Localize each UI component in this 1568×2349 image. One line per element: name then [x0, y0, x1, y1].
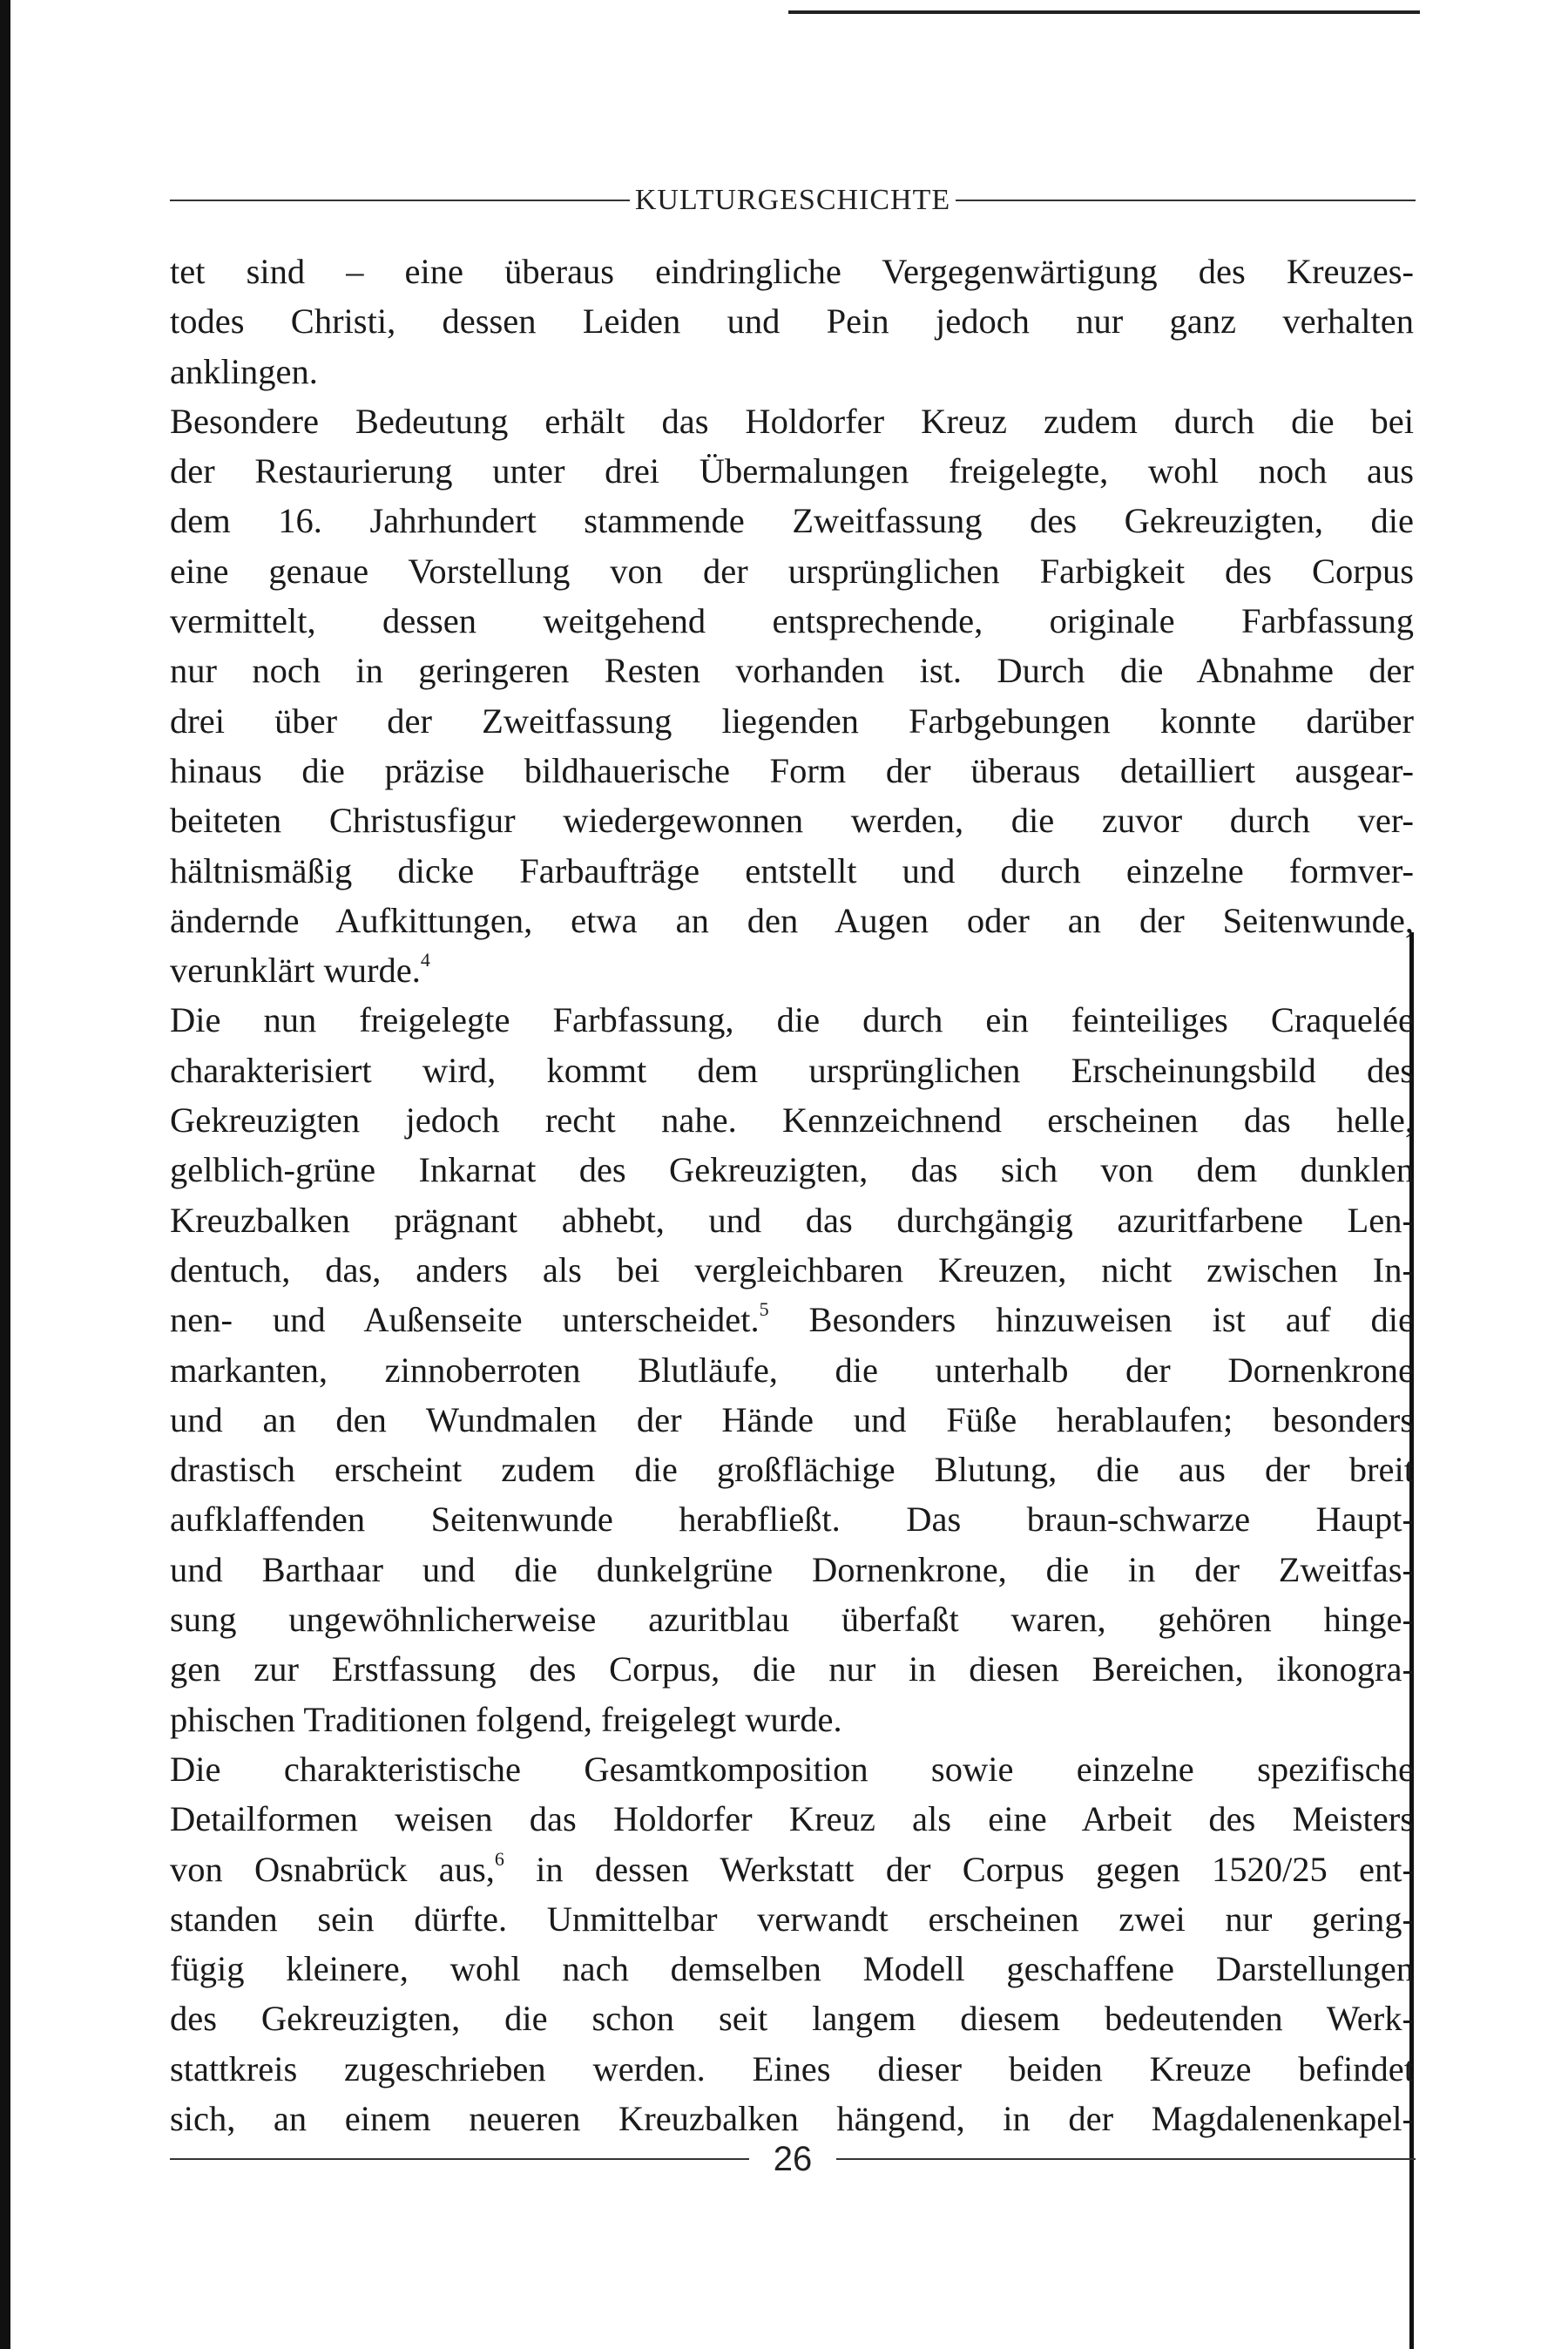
text-line-content: verunklärt wurde. [170, 951, 421, 991]
text-line-content: Kreuzbalken prägnant abhebt, und das durchgängig azuritfarbene Len- [170, 1200, 1414, 1240]
text-line-content: vermittelt, dessen weitgehend entsprechende, originale Farbfassung [170, 601, 1414, 641]
footer-rule-right [836, 2158, 1416, 2160]
scan-edge-left [0, 0, 10, 2349]
text-line [170, 1046, 1414, 1095]
text-line-content: sich, an einem neueren Kreuzbalken hängend, in der Magdalenenkapel- [170, 2098, 1414, 2138]
text-line [170, 1845, 1414, 1894]
text-line-content: tet sind – eine überaus eindringliche Vergegenwärtigung des Kreuzes- [170, 252, 1414, 291]
header-rule-right [956, 200, 1416, 201]
text-line-content: fügig kleinere, wohl nach demselben Modell geschaffene Darstellungen [170, 1949, 1414, 1989]
page-footer [170, 2133, 1416, 2185]
text-line [170, 1245, 1414, 1295]
text-line [170, 896, 1414, 945]
header-rule-left [170, 200, 630, 201]
text-line-content: ändernde Aufkittungen, etwa an den Augen oder an der Seitenwunde, [170, 900, 1414, 940]
text-line [170, 1445, 1414, 1494]
text-line-content: eine genaue Vorstellung von der ursprünglichen Farbigkeit des Corpus [170, 551, 1414, 591]
running-header [170, 183, 1416, 218]
text-line [170, 1994, 1414, 2043]
text-line [170, 1944, 1414, 1994]
text-line [170, 1894, 1414, 1944]
text-line-content: phischen Traditionen folgend, freigelegt wurde. [170, 1699, 842, 1739]
text-line [170, 746, 1414, 795]
text-line [170, 846, 1414, 896]
text-line [170, 1095, 1414, 1145]
text-line-content: Gekreuzigten jedoch recht nahe. Kennzeichnend erscheinen das helle, [170, 1100, 1414, 1141]
text-line [170, 1494, 1414, 1544]
text-line-content: nur noch in geringeren Resten vorhanden ist. Durch die Abnahme der [170, 651, 1414, 691]
text-line [170, 1794, 1414, 1844]
text-line-content: und an den Wundmalen der Hände und Füße herablaufen; besonders [170, 1399, 1414, 1439]
body-text [170, 247, 1414, 2143]
text-line-content: sung ungewöhnlicherweise azuritblau überfaßt waren, gehören hinge- [170, 1600, 1414, 1640]
text-line [170, 1295, 1414, 1344]
text-line [170, 1395, 1414, 1445]
text-line-content: stattkreis zugeschrieben werden. Eines dieser beiden Kreuze befindet [170, 2048, 1414, 2088]
text-line [170, 1145, 1414, 1195]
text-line-continuation: in dessen Werkstatt der Corpus gegen 1520/25 ent- [504, 1849, 1414, 1889]
text-line-content: todes Christi, dessen Leiden und Pein jedoch nur ganz verhalten [170, 301, 1414, 342]
text-line [170, 1345, 1414, 1395]
text-line-content: des Gekreuzigten, die schon seit langem diesem bedeutenden Werk- [170, 1999, 1414, 2039]
text-line [170, 1195, 1414, 1245]
text-line-content: der Restaurierung unter drei Übermalungen freigelegte, wohl noch aus [170, 451, 1414, 491]
text-line-content: aufklaffenden Seitenwunde herabfließt. Das braun-schwarze Haupt- [170, 1499, 1414, 1540]
text-line [170, 1545, 1414, 1594]
text-line [170, 296, 1414, 346]
text-line [170, 347, 1414, 396]
text-line-content: charakterisiert wird, kommt dem ursprünglichen Erscheinungsbild des [170, 1050, 1414, 1090]
text-line-content: Detailformen weisen das Holdorfer Kreuz als eine Arbeit des Meisters [170, 1799, 1414, 1839]
text-line-content: Besondere Bedeutung erhält das Holdorfer Kreuz zudem durch die bei [170, 401, 1414, 441]
text-line [170, 945, 1414, 995]
text-line-content: drei über der Zweitfassung liegenden Farbgebungen konnte darüber [170, 701, 1414, 741]
text-line-content: beiteten Christusfigur wiedergewonnen werden, die zuvor durch ver- [170, 801, 1414, 841]
text-line-content: anklingen. [170, 351, 318, 391]
text-line-content: standen sein dürfte. Unmittelbar verwandt erscheinen zwei nur gering- [170, 1899, 1414, 1939]
text-line-content: dentuch, das, anders als bei vergleichbaren Kreuzen, nicht zwischen In- [170, 1249, 1414, 1290]
footer-rule-left [170, 2158, 749, 2160]
text-line [170, 795, 1414, 845]
text-line-continuation: Besonders hinzuweisen ist auf die [768, 1300, 1414, 1340]
text-line [170, 646, 1414, 695]
text-line-content: Die nun freigelegte Farbfassung, die durch ein feinteiliges Craquelée [170, 1000, 1414, 1040]
text-line [170, 496, 1414, 545]
text-line-content: nen- und Außenseite unterscheidet. [170, 1300, 760, 1340]
text-line-content: markanten, zinnoberroten Blutläufe, die unterhalb der Dornenkrone [170, 1350, 1414, 1390]
text-line [170, 1644, 1414, 1694]
text-line-content: hältnismäßig dicke Farbaufträge entstellt und durch einzelne formver- [170, 850, 1414, 890]
text-line-content: dem 16. Jahrhundert stammende Zweitfassung des Gekreuzigten, die [170, 501, 1414, 541]
text-line [170, 995, 1414, 1045]
text-line [170, 696, 1414, 746]
text-line-content: Die charakteristische Gesamtkomposition sowie einzelne spezifische [170, 1749, 1414, 1789]
footnote-marker: 4 [420, 949, 430, 971]
text-line [170, 546, 1414, 596]
scan-top-line [788, 10, 1420, 14]
text-line [170, 1695, 1414, 1744]
text-line [170, 1744, 1414, 1794]
page-number: 26 [773, 2139, 813, 2178]
text-line [170, 396, 1414, 446]
footnote-marker: 6 [494, 1847, 504, 1870]
text-line [170, 1594, 1414, 1644]
text-line [170, 446, 1414, 496]
footnote-marker: 5 [759, 1298, 769, 1321]
text-line-content: drastisch erscheint zudem die großflächige Blutung, die aus der breit [170, 1450, 1414, 1490]
text-line [170, 2044, 1414, 2094]
running-head-title: KULTURGESCHICHTE [634, 184, 951, 216]
text-line-content: gen zur Erstfassung des Corpus, die nur in diesen Bereichen, ikonogra- [170, 1649, 1414, 1689]
text-line-content: von Osnabrück aus, [170, 1849, 495, 1889]
text-line [170, 596, 1414, 646]
text-line-content: hinaus die präzise bildhauerische Form der überaus detailliert ausgear- [170, 750, 1414, 790]
text-line-content: und Barthaar und die dunkelgrüne Dornenkrone, die in der Zweitfas- [170, 1549, 1414, 1589]
text-line [170, 247, 1414, 296]
text-line-content: gelblich-grüne Inkarnat des Gekreuzigten, das sich von dem dunklen [170, 1150, 1414, 1190]
